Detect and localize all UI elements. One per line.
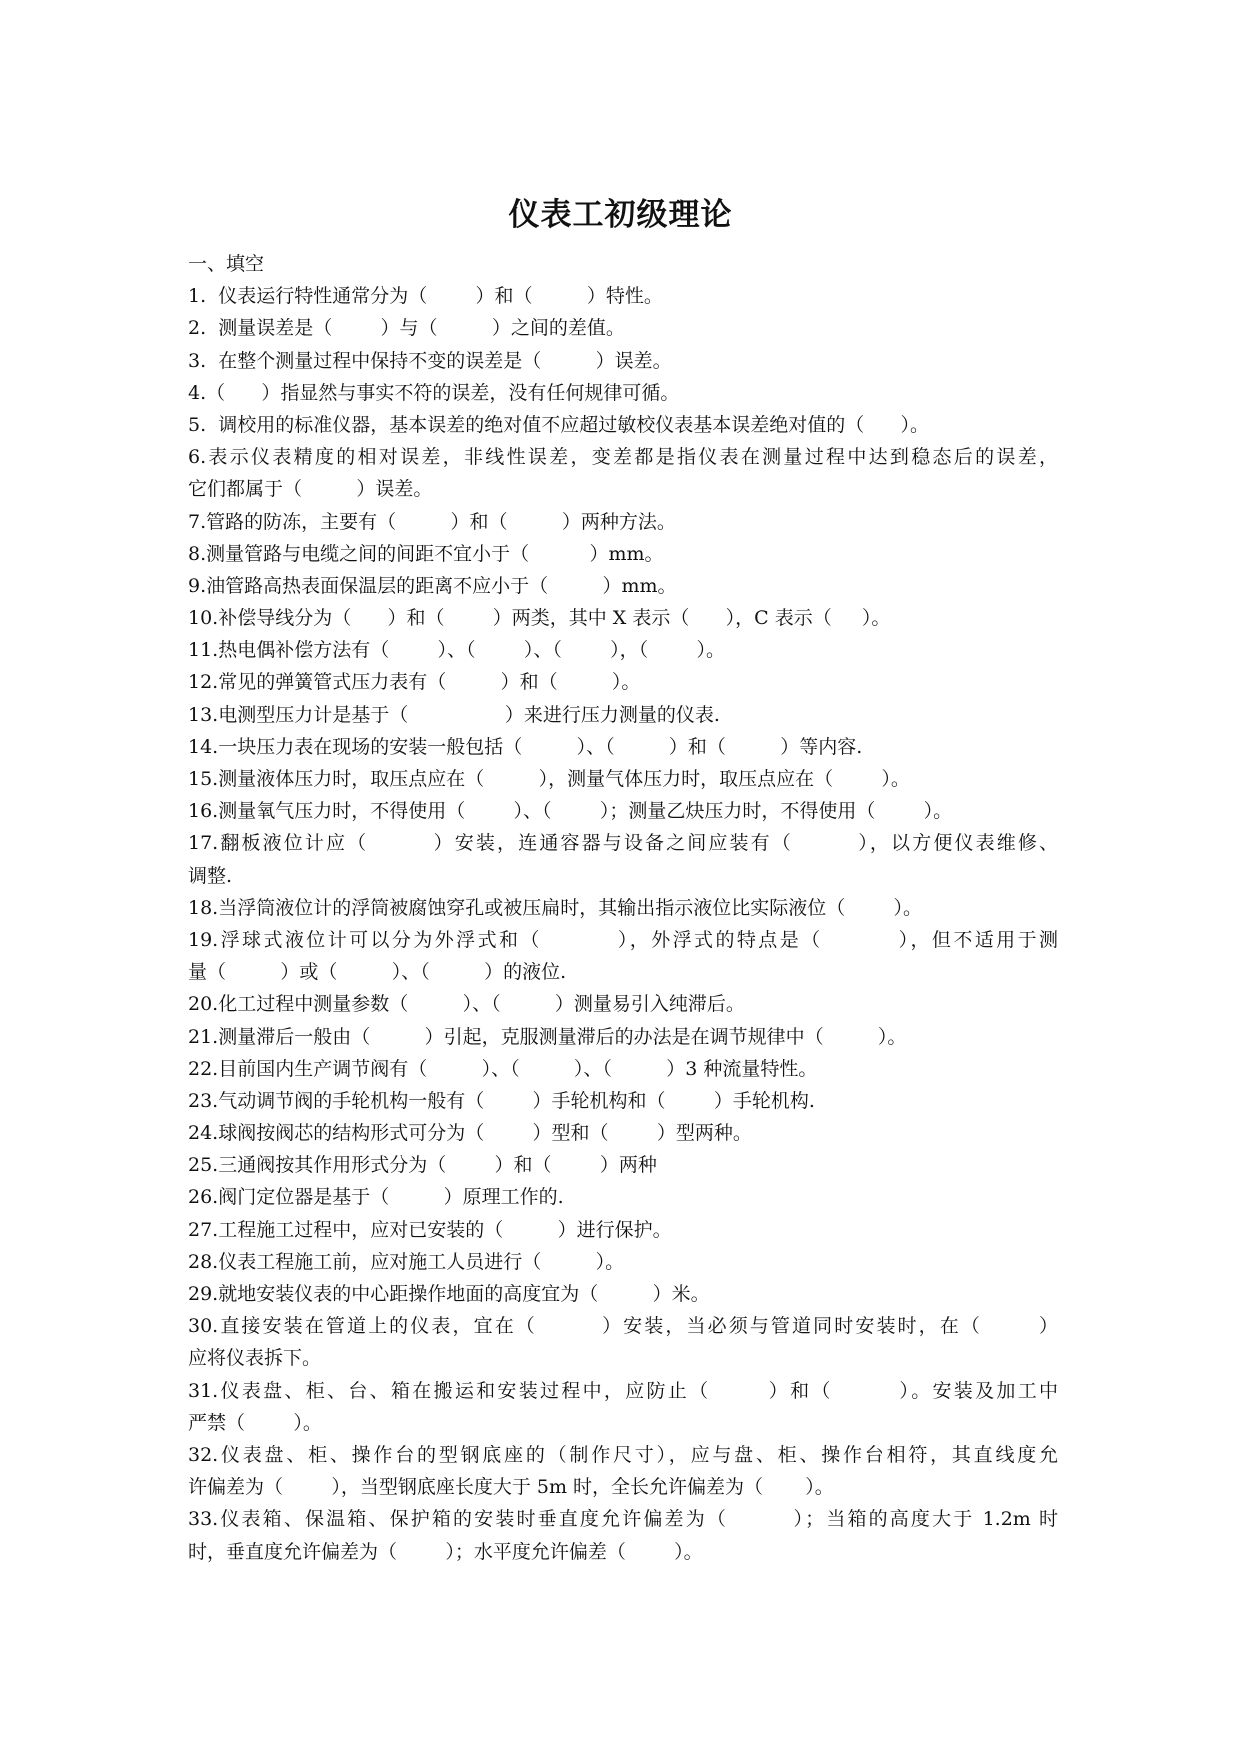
question-line: 它们都属于（ ）误差。: [188, 478, 433, 501]
question-line: 23.气动调节阀的手轮机构一般有（ ）手轮机构和（ ）手轮机构.: [188, 1089, 815, 1112]
question-line: 5. 调校用的标准仪器，基本误差的绝对值不应超过敏校仪表基本误差绝对值的（ ）。: [188, 413, 929, 436]
question-line: 18.当浮筒液位计的浮筒被腐蚀穿孔或被压扁时，其输出指示液位比实际液位（ ）。: [188, 896, 923, 919]
question-line: 4.（ ）指显然与事实不符的误差，没有任何规律可循。: [188, 381, 680, 404]
question-line: 27.工程施工过程中，应对已安装的（ ）进行保护。: [188, 1218, 672, 1241]
question-line: 时，垂直度允许偏差为（ ）；水平度允许偏差（ ）。: [188, 1540, 703, 1563]
question-line: 25.三通阀按其作用形式分为（ ）和（ ）两种: [188, 1154, 657, 1177]
document-body: [188, 248, 1058, 1568]
question-line: 8.测量管路与电缆之间的间距不宜小于（ ）mm。: [188, 542, 664, 565]
question-line: 10.补偿导线分为（ ）和（ ）两类，其中 X 表示（ ），C 表示（ ）。: [188, 607, 891, 630]
question-line: 许偏差为（ ），当型钢底座长度大于 5m 时，全长允许偏差为（ ）。: [188, 1476, 834, 1499]
question-line: 量（ ）或（ ）、（ ）的液位.: [188, 961, 567, 984]
question-line: 应将仪表拆下。: [188, 1347, 322, 1370]
question-line: 严禁（ ）。: [188, 1411, 322, 1434]
section-heading: 一、填空: [188, 253, 265, 275]
question-line: 31.仪表盘、柜、台、箱在搬运和安装过程中，应防止（ ）和（ ）。安装及加工中: [188, 1379, 1058, 1402]
question-line: 32.仪表盘、柜、操作台的型钢底座的（制作尺寸），应与盘、柜、操作台相符，其直线度允: [188, 1443, 1058, 1466]
question-line: 30.直接安装在管道上的仪表，宜在（ ）安装，当必须与管道同时安装时，在（ ）: [188, 1315, 1058, 1338]
question-line: 29.就地安装仪表的中心距操作地面的高度宜为（ ）米。: [188, 1283, 710, 1305]
question-line: 17.翻板液位计应（ ）安装，连通容器与设备之间应装有（ ），以方便仪表维修、: [188, 832, 1058, 855]
question-line: 21.测量滞后一般由（ ）引起，克服测量滞后的办法是在调节规律中（ ）。: [188, 1025, 907, 1048]
question-line: 24.球阀按阀芯的结构形式可分为（ ）型和（ ）型两种。: [188, 1122, 752, 1145]
question-line: 13.电测型压力计是基于（ ）来进行压力测量的仪表.: [188, 703, 720, 726]
question-line: 33.仪表箱、保温箱、保护箱的安装时垂直度允许偏差为（ ）；当箱的高度大于 1.2m 时: [188, 1508, 1058, 1531]
question-line: 20.化工过程中测量参数（ ）、（ ）测量易引入纯滞后。: [188, 993, 745, 1016]
question-line: 7.管路的防冻，主要有（ ）和（ ）两种方法。: [188, 510, 676, 533]
question-line: 26.阀门定位器是基于（ ）原理工作的.: [188, 1186, 564, 1209]
question-line: 2. 测量误差是（ ）与（ ）之间的差值。: [188, 317, 625, 340]
question-line: 19.浮球式液位计可以分为外浮式和（ ），外浮式的特点是（ ），但不适用于测: [188, 928, 1058, 951]
question-line: 14.一块压力表在现场的安装一般包括（ ）、（ ）和（ ）等内容.: [188, 735, 863, 758]
question-line: 15.测量液体压力时，取压点应在（ ），测量气体压力时，取压点应在（ ）。: [188, 768, 910, 790]
document-title: 仪表工初级理论: [508, 197, 733, 233]
question-line: 6.表示仪表精度的相对误差，非线性误差，变差都是指仪表在测量过程中达到稳态后的误差，: [188, 446, 1058, 469]
question-line: 9.油管路高热表面保温层的距离不应小于（ ）mm。: [188, 574, 677, 597]
question-line: 12.常见的弹簧管式压力表有（ ）和（ ）。: [188, 671, 641, 694]
question-line: 16.测量氧气压力时，不得使用（ ）、（ ）；测量乙炔压力时，不得使用（ ）。: [188, 800, 953, 823]
question-line: 1. 仪表运行特性通常分为（ ）和（ ）特性。: [188, 285, 663, 308]
question-line: 28.仪表工程施工前，应对施工人员进行（ ）。: [188, 1250, 625, 1273]
question-line: 3. 在整个测量过程中保持不变的误差是（ ）误差。: [188, 349, 672, 372]
question-line: 22.目前国内生产调节阀有（ ）、（ ）、（ ）3 种流量特性。: [188, 1057, 818, 1080]
question-line: 11.热电偶补偿方法有（ ）、（ ）、（ ），（ ）。: [188, 639, 725, 662]
question-line: 调整.: [188, 864, 233, 887]
